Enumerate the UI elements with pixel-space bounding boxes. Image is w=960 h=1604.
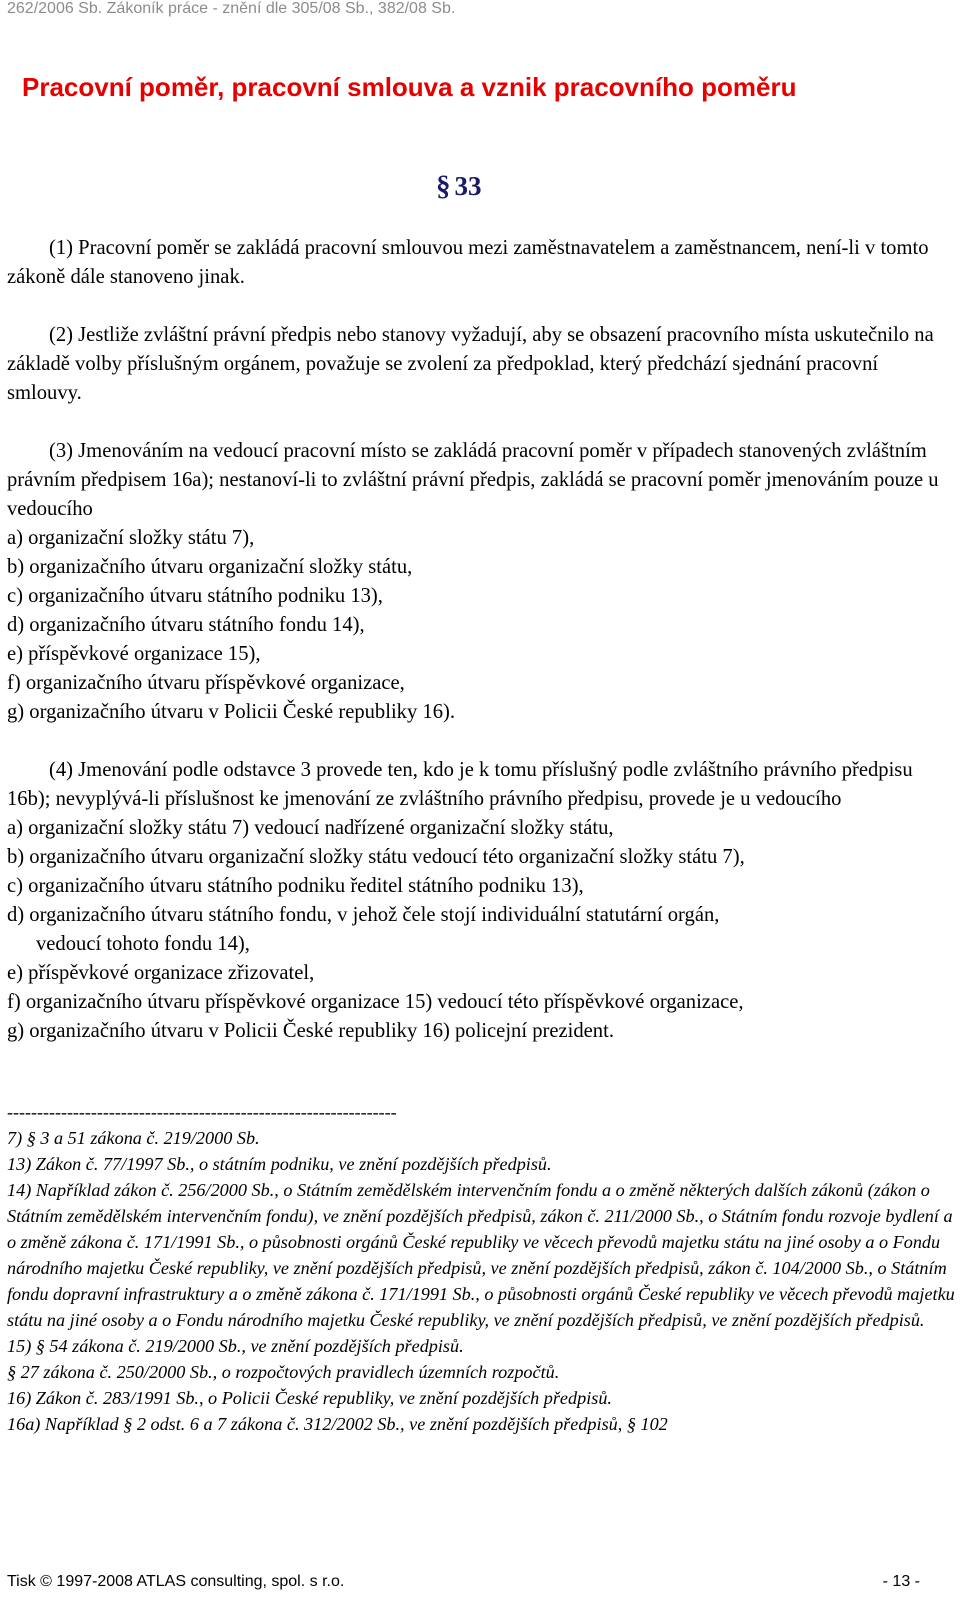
footnote-separator: ----------------------------------------------------------------- [7,1102,397,1122]
footnote: § 27 zákona č. 250/2000 Sb., o rozpočtových pravidlech územních rozpočtů. [7,1362,560,1382]
paragraph-1-text: (1) Pracovní poměr se zakládá pracovní smlouvou mezi zaměstnavatelem a zaměstnancem, není-li v tomto zákoně dále stanoveno jinak. [7,237,929,288]
footnote: 7) § 3 a 51 zákona č. 219/2000 Sb. [7,1128,260,1148]
paragraph-2-text: (2) Jestliže zvláštní právní předpis nebo stanovy vyžadují, aby se obsazení pracovního místa uskutečnilo na základě volby příslušným orgánem, považuje se zvolení za předpoklad, který předchází sjednání pracovní smlouvy. [7,324,934,404]
list-item: e) příspěvkové organizace zřizovatel, [7,962,315,984]
footer-copyright: Tisk © 1997-2008 ATLAS consulting, spol. s r.o. [7,1573,345,1590]
section-number: 33 [454,171,482,201]
list-item: b) organizačního útvaru organizační složky státu, [7,556,413,578]
section-heading [436,170,482,203]
list-item: g) organizačního útvaru v Policii České republiky 16) policejní prezident. [7,1020,614,1042]
list-item: f) organizačního útvaru příspěvkové organizace, [7,672,405,694]
paragraph-2 [7,321,957,408]
section-symbol: § [436,170,451,202]
footnote: 13) Zákon č. 77/1997 Sb., o státním podniku, ve znění pozdějších předpisů. [7,1154,552,1174]
footnotes [7,1099,957,1437]
list-item: b) organizačního útvaru organizační složky státu vedoucí této organizační složky státu 7), [7,846,745,868]
list-item-continuation: vedoucí tohoto fondu 14), [36,933,250,955]
list-item: f) organizačního útvaru příspěvkové organizace 15) vedoucí této příspěvkové organizace, [7,991,744,1013]
list-item: a) organizační složky státu 7), [7,527,255,549]
footnote: 16) Zákon č. 283/1991 Sb., o Policii České republiky, ve znění pozdějších předpisů. [7,1388,612,1408]
chapter-title: Pracovní poměr, pracovní smlouva a vznik pracovního poměru [22,72,797,102]
list-item: a) organizační složky státu 7) vedoucí nadřízené organizační složky státu, [7,817,614,839]
footnote: 15) § 54 zákona č. 219/2000 Sb., ve znění pozdějších předpisů. [7,1336,464,1356]
list-item: d) organizačního útvaru státního fondu, v jehož čele stojí individuální statutární orgán, [7,904,720,926]
list-item: e) příspěvkové organizace 15), [7,643,261,665]
paragraph-3 [7,437,957,727]
list-item: c) organizačního útvaru státního podniku 13), [7,585,383,607]
page-number: - 13 - [882,1573,920,1590]
running-header: 262/2006 Sb. Zákoník práce - znění dle 305/08 Sb., 382/08 Sb. [7,0,456,17]
paragraph-3-intro: (3) Jmenováním na vedoucí pracovní místo se zakládá pracovní poměr v případech stanovených zvláštním právním předpisem 16a); nestanoví-li to zvláštní právní předpis, zakládá se pracovní poměr jmenováním pouze u vedoucího [7,440,939,520]
list-item: d) organizačního útvaru státního fondu 14), [7,614,365,636]
paragraph-4-intro: (4) Jmenování podle odstavce 3 provede ten, kdo je k tomu příslušný podle zvláštního právního předpisu 16b); nevyplývá-li příslušnost ke jmenování ze zvláštního právního předpisu, provede je u vedoucího [7,759,913,810]
paragraph-4 [7,756,957,1046]
list-item: c) organizačního útvaru státního podniku ředitel státního podniku 13), [7,875,584,897]
footnote: 16a) Například § 2 odst. 6 a 7 zákona č. 312/2002 Sb., ve znění pozdějších předpisů, § 102 [7,1414,668,1434]
footnote: 14) Například zákon č. 256/2000 Sb., o Státním zemědělském intervenčním fondu a o změně některých dalších zákonů (zákon o Státním zemědělském intervenčním fondu), ve znění pozdějších předpisů, zákon č. 211/2000 Sb., o Státním fondu rozvoje bydlení a o změně zákona č. 171/1991 Sb., o působnosti orgánů České republiky ve věcech převodů majetku státu na jiné osoby a o Fondu národního majetku České republiky, ve znění pozdějších předpisů, ve znění pozdějších předpisů, zákon č. 104/2000 Sb., o Státním fondu dopravní infrastruktury a o změně zákona č. 171/1991 Sb., o působnosti orgánů České republiky ve věcech převodů majetku státu na jiné osoby a o Fondu národního majetku České republiky, ve znění pozdějších předpisů, ve znění pozdějších předpisů. [7,1180,955,1330]
paragraph-1 [7,234,957,292]
list-item: g) organizačního útvaru v Policii České republiky 16). [7,701,456,723]
